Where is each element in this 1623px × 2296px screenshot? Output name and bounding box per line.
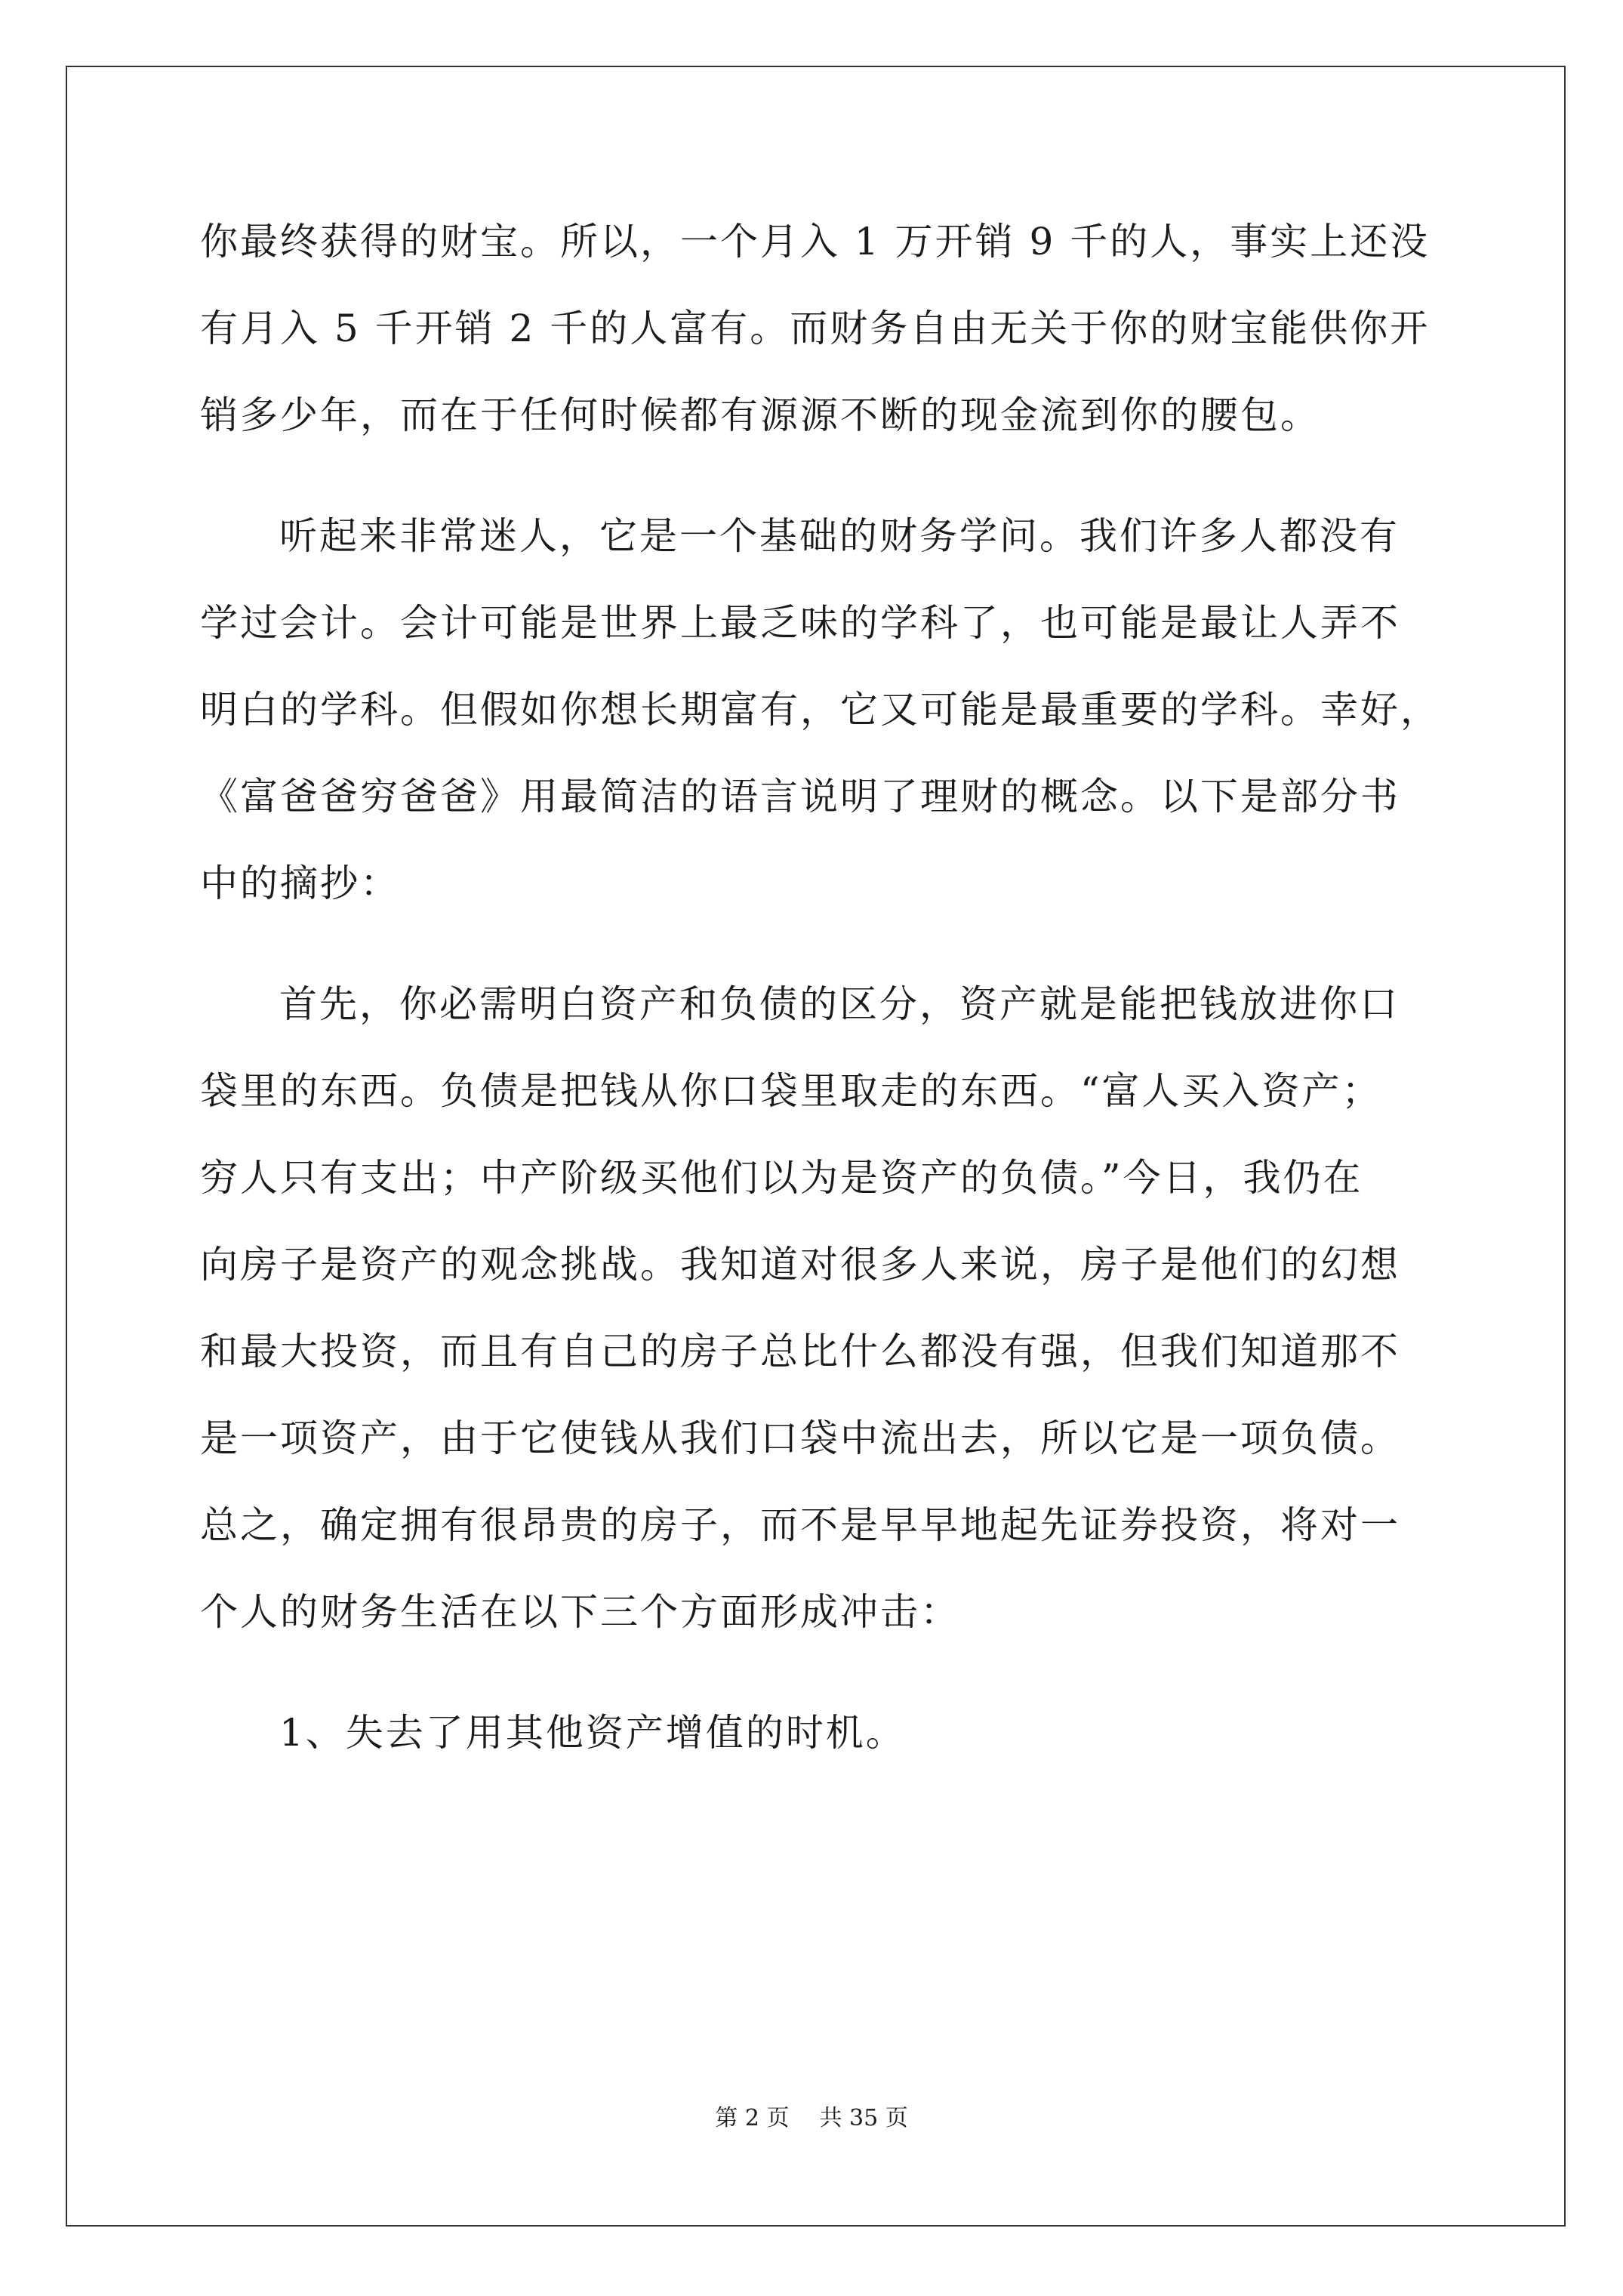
text-line-1: 你最终获得的财宝。所以，一个月入 1 万开销 9 千的人，事实上还没 [200,220,1431,264]
text-line-13: 和最大投资，而且有自己的房子总比什么都没有强，但我们知道那不 [200,1330,1400,1373]
text-line-4: 听起来非常迷人，它是一个基础的财务学问。我们许多人都没有 [279,514,1400,558]
page-number-current: 第 2 页 [715,2105,790,2131]
text-line-15: 总之，确定拥有很昂贵的房子，而不是早早地起先证券投资，将对一 [200,1503,1400,1547]
text-line-8: 中的摘抄： [200,861,400,905]
text-line-10: 袋里的东西。负债是把钱从你口袋里取走的东西。“富人买入资产； [200,1069,1382,1113]
text-line-2: 有月入 5 千开销 2 千的人富有。而财务自由无关于你的财宝能供你开 [200,307,1431,350]
text-line-5: 学过会计。会计可能是世界上最乏味的学科了，也可能是最让人弄不 [200,601,1400,645]
page-footer [0,2099,1623,2132]
text-line-12: 向房子是资产的观念挑战。我知道对很多人来说，房子是他们的幻想 [200,1243,1400,1287]
text-line-9: 首先，你必需明白资产和负债的区分，资产就是能把钱放进你口 [279,982,1400,1026]
text-line-11: 穷人只有支出；中产阶级买他们以为是资产的负债。”今日，我仍在 [200,1156,1363,1200]
page-number-total: 共 35 页 [819,2105,908,2131]
text-line-3: 销多少年，而在于任何时候都有源源不断的现金流到你的腰包。 [200,393,1320,437]
text-line-16: 个人的财务生活在以下三个方面形成冲击： [200,1590,960,1634]
text-line-14: 是一项资产，由于它使钱从我们口袋中流出去，所以它是一项负债。 [200,1416,1400,1460]
text-line-7: 《富爸爸穷爸爸》用最简洁的语言说明了理财的概念。以下是部分书 [200,775,1400,818]
page-border [66,66,1566,2227]
text-line-6: 明白的学科。但假如你想长期富有，它又可能是最重要的学科。幸好， [200,688,1440,732]
text-line-17: 1、失去了用其他资产增值的时机。 [279,1711,906,1755]
